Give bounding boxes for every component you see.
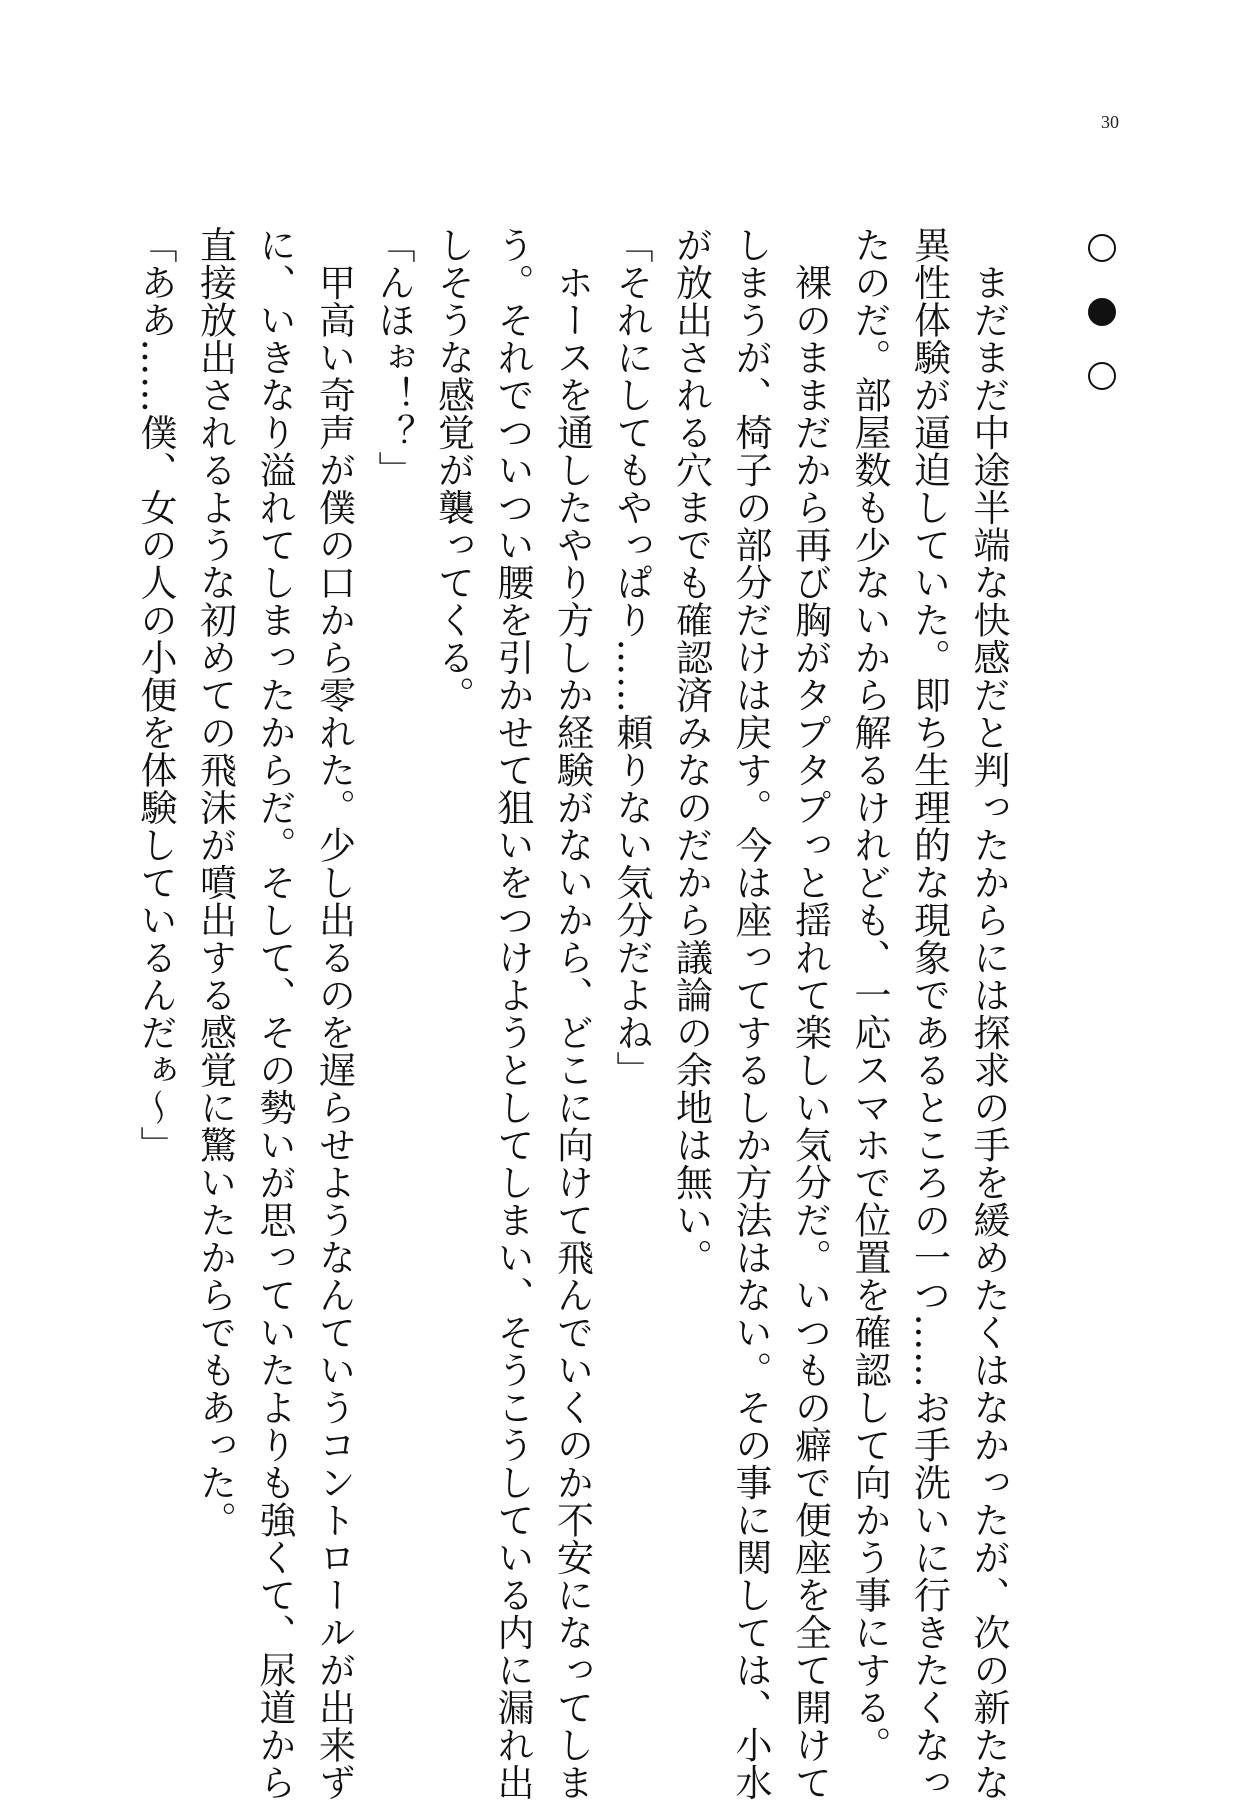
text-line: う。それでついつい腰を引かせて狙いをつけようとしてしまい、そうこうしている内に漏れ出 [491, 226, 534, 1801]
text-line: たのだ。部屋数も少ないから解るけれども、一応スマホで位置を確認して向かう事にする。 [848, 226, 891, 1764]
text-line: に、いきなり溢れてしまったからだ。そして、その勢いが思っていたよりも強くて、尿道から [253, 226, 296, 1801]
empty-circle-marker [1088, 362, 1116, 390]
text-line: 裸のままだから再び胸がタプタプっと揺れて楽しい気分だ。いつもの癖で便座を全て開けて [788, 226, 832, 1801]
empty-circle-marker [1088, 234, 1116, 262]
text-line: 甲高い奇声が僕の口から零れた。少し出るのを遅らせようなんていうコントロールが出来ず [312, 226, 356, 1801]
text-line: しそうな感覚が襲ってくる。 [431, 226, 475, 714]
section-markers [1088, 234, 1118, 426]
page-number: 30 [1101, 112, 1119, 132]
text-line: が放出される穴までも確認済みなのだから議論の余地は無い。 [669, 226, 713, 1276]
text-line: 直接放出されるような初めての飛沫が噴出する感覚に驚いたからでもあった。 [193, 226, 237, 1539]
vertical-body-text [134, 226, 1018, 1801]
text-line: 「それにしてもやっぱり……頼りない気分だよね」 [610, 226, 653, 1089]
text-line: しまうが、椅子の部分だけは戻す。今は座ってするしか方法はない。その事に関しては、小水 [729, 226, 772, 1801]
text-line: 「ああ……僕、女の人の小便を体験しているんだぁ～」 [134, 226, 177, 1164]
text-line: ホースを通したやり方しか経験がないから、どこに向けて飛んでいくのか不安になってしま [550, 226, 594, 1801]
text-line: 「んほぉ！？」 [372, 226, 415, 489]
filled-circle-marker [1088, 298, 1116, 326]
text-line: まだまだ中途半端な快感だと判ったからには探求の手を緩めたくはなかったが、次の新たな [967, 226, 1010, 1801]
text-line: 異性体験が逼迫していた。即ち生理的な現象であるところの一つ……お手洗いに行きたくなっ [907, 226, 951, 1801]
